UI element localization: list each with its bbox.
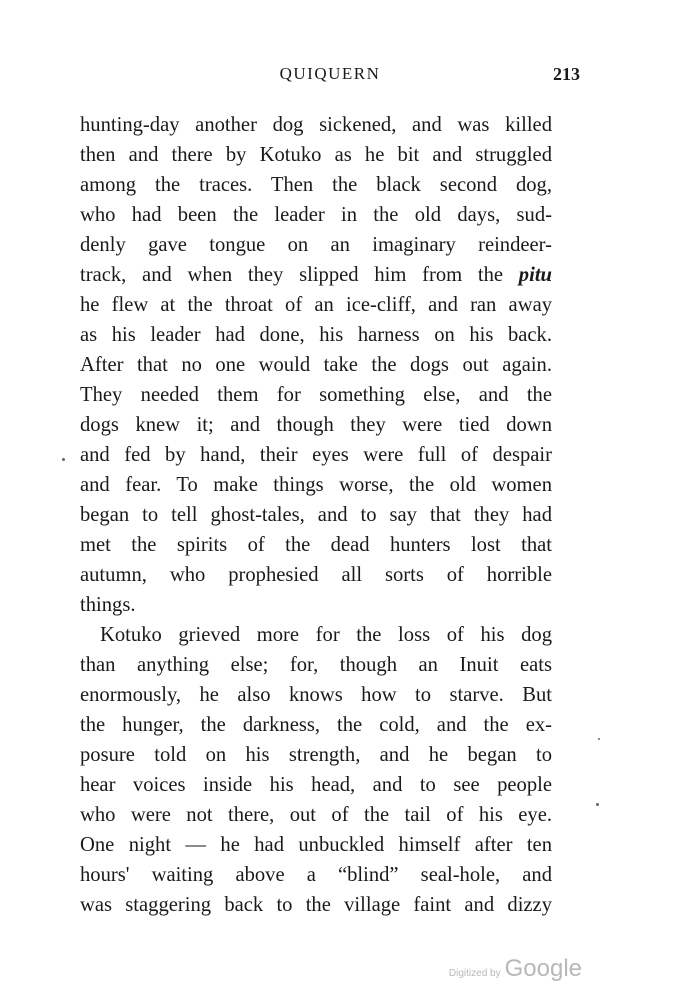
ink-speck [596,803,599,806]
text-line: hear voices inside his head, and to see people [80,774,552,796]
running-title: QUIQUERN [279,64,381,83]
body-text [80,110,552,920]
text-line: then and there by Kotuko as he bit and struggled [80,144,552,166]
text-line: things. [80,594,136,616]
text-line: who had been the leader in the old days, sud- [80,204,552,226]
text-line: enormously, he also knows how to starve. But [80,684,552,706]
text-line: They needed them for something else, and the [80,384,552,406]
text-line: met the spirits of the dead hunters lost that [80,534,552,556]
watermark-prefix: Digitized by [448,968,501,979]
text-line: and fed by hand, their eyes were full of despair [80,444,552,466]
text-line: dogs knew it; and though they were tied down [80,414,552,436]
text-line-with-italic [80,260,552,290]
google-logo: Google [504,955,582,982]
ink-speck [62,458,65,461]
text-line: Kotuko grieved more for the loss of his dog [100,624,552,646]
page-header [80,62,580,88]
text-line: than anything else; for, though an Inuit eats [80,654,552,676]
text-line: who were not there, out of the tail of his eye. [80,804,552,826]
digitized-watermark [449,955,582,983]
text-line: denly gave tongue on an imaginary reindeer- [80,234,552,256]
text-segment: track, and when they slipped him from the [80,264,519,286]
text-line: One night — he had unbuckled himself after ten [80,834,552,856]
page-number: 213 [553,64,580,84]
text-line: posure told on his strength, and he began to [80,744,552,766]
text-line: was staggering back to the village faint and dizzy [80,894,552,916]
text-line: as his leader had done, his harness on his back. [80,324,552,346]
text-line: the hunger, the darkness, the cold, and the ex- [80,714,552,736]
text-line: autumn, who prophesied all sorts of horrible [80,564,552,586]
text-line: After that no one would take the dogs out again. [80,354,552,376]
italic-word: pitu [518,264,552,286]
text-line: and fear. To make things worse, the old women [80,474,552,496]
text-line: hunting-day another dog sickened, and was killed [80,114,552,136]
text-line: hours' waiting above a “blind” seal-hole, and [80,864,552,886]
text-line: among the traces. Then the black second dog, [80,174,552,196]
text-line: he flew at the throat of an ice-cliff, and ran away [80,294,552,316]
text-line: began to tell ghost-tales, and to say that they had [80,504,552,526]
ink-speck [598,738,600,740]
